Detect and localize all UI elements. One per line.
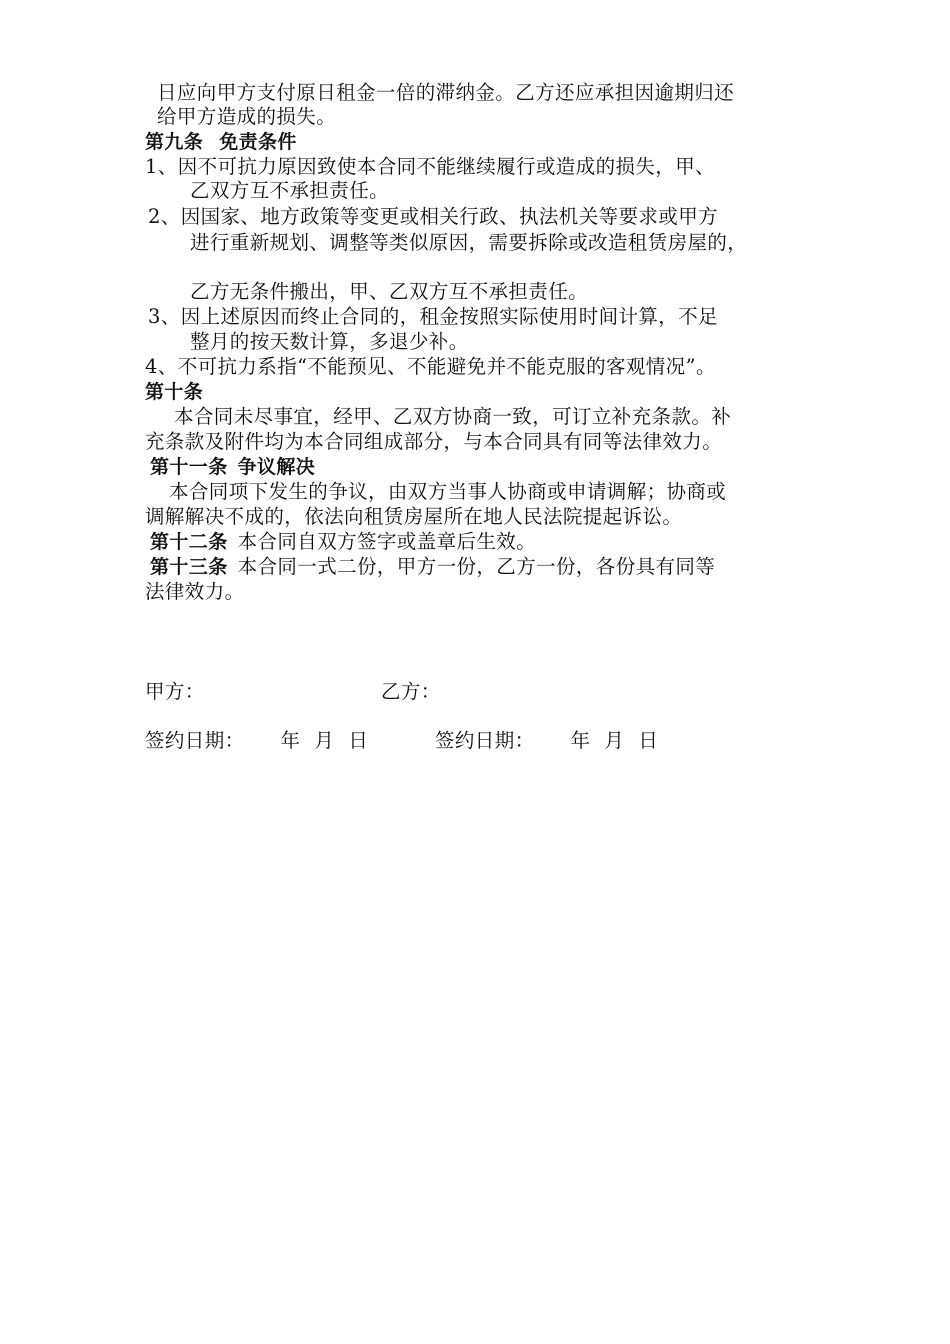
article-12-body: 本合同自双方签字或盖章后生效。	[237, 530, 537, 553]
article-9-item-1: 1、因不可抗力原因致使本合同不能继续履行或造成的损失，甲、	[145, 155, 716, 178]
article-10-title: 第十条	[145, 381, 204, 403]
sign-date-b-year: 年	[570, 729, 591, 752]
sign-date-b-label: 签约日期：	[435, 729, 535, 752]
article-12-title: 第十二条	[150, 531, 228, 553]
article-11-body-cont: 调解解决不成的，依法向租赁房屋所在地人民法院提起诉讼。	[145, 505, 683, 528]
text-line: 日应向甲方支付原日租金一倍的滞纳金。乙方还应承担因逾期归还	[157, 81, 735, 104]
sign-date-b	[435, 729, 658, 753]
sign-date-b-day: 日	[638, 729, 659, 752]
sign-date-a-label: 签约日期：	[145, 729, 245, 752]
article-9-title: 第九条	[145, 131, 204, 153]
article-9-item-2: 2、因国家、地方政策等变更或相关行政、执法机关等要求或甲方	[148, 205, 719, 228]
article-9-heading	[145, 130, 297, 154]
article-11-subtitle: 争议解决	[237, 456, 316, 478]
sign-date-a-year: 年	[280, 729, 301, 752]
sign-date-b-month: 月	[604, 729, 625, 752]
sign-date-a-day: 日	[348, 729, 369, 752]
article-9-item-4: 4、不可抗力系指“不能预见、不能避免并不能克服的客观情况”。	[145, 355, 716, 378]
article-9-subtitle: 免责条件	[219, 131, 297, 153]
article-9-item-1-cont: 乙双方互不承担责任。	[190, 179, 390, 202]
article-13-body-cont: 法律效力。	[145, 580, 245, 603]
article-10-body: 本合同未尽事宜，经甲、乙双方协商一致，可订立补充条款。补	[174, 405, 732, 428]
article-13-title: 第十三条	[150, 556, 228, 578]
sign-date-a	[145, 729, 368, 753]
article-10-heading	[145, 380, 203, 404]
article-11-heading	[150, 455, 315, 479]
party-b-label: 乙方：	[381, 680, 441, 703]
party-a-label: 甲方：	[145, 680, 205, 703]
article-9-item-2-cont: 乙方无条件搬出，甲、乙双方互不承担责任。	[190, 280, 589, 303]
article-13	[150, 555, 715, 579]
article-12	[150, 530, 536, 554]
article-9-item-3-cont: 整月的按天数计算，多退少补。	[190, 330, 469, 353]
article-11-body: 本合同项下发生的争议，由双方当事人协商或申请调解；协商或	[169, 480, 727, 503]
article-9-item-2-cont: 进行重新规划、调整等类似原因，需要拆除或改造租赁房屋的，	[190, 231, 748, 254]
article-9-item-3: 3、因上述原因而终止合同的，租金按照实际使用时间计算，不足	[148, 305, 719, 328]
article-11-title: 第十一条	[150, 456, 228, 478]
article-13-body: 本合同一式二份，甲方一份，乙方一份，各份具有同等	[237, 555, 716, 578]
text-line: 给甲方造成的损失。	[157, 105, 337, 128]
article-10-body-cont: 充条款及附件均为本合同组成部分，与本合同具有同等法律效力。	[145, 430, 723, 453]
sign-date-a-month: 月	[314, 729, 335, 752]
